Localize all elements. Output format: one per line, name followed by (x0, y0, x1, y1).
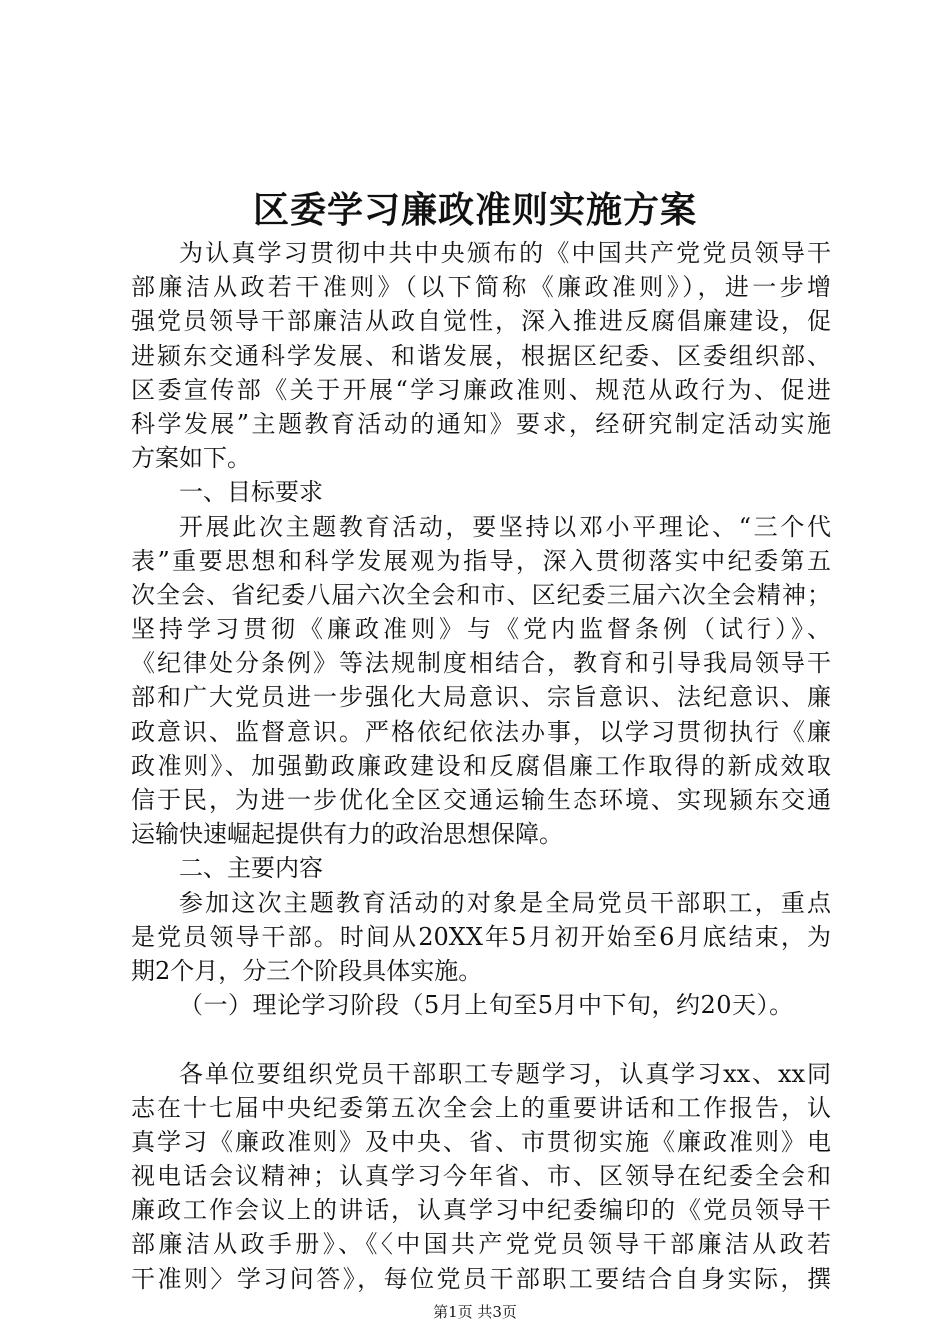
paragraph-line: 开展此次主题教育活动，要坚持以邓小平理论、“三个代 (179, 512, 831, 541)
paragraph-line: 科学发展”主题教育活动的通知》要求，经研究制定活动实施 (131, 409, 831, 438)
paragraph-line: 部廉洁从政手册》、《〈中国共产党党员领导干部廉洁从政若 (131, 1230, 831, 1259)
paragraph-line: 方案如下。 (131, 444, 251, 473)
page-number-footer: 第1页 共3页 (433, 1303, 517, 1321)
blank-line (131, 1022, 831, 1056)
section-heading: 二、主要内容 (179, 854, 323, 883)
paragraph-line: 期2个月，分三个阶段具体实施。 (131, 956, 483, 985)
paragraph-line: 区委宣传部《关于开展“学习廉政准则、规范从政行为、促进 (131, 375, 831, 404)
section-heading: 一、目标要求 (179, 478, 323, 507)
paragraph-line: 政准则》、加强勤政廉政建设和反腐倡廉工作取得的新成效取 (131, 751, 831, 780)
paragraph-line: 各单位要组织党员干部职工专题学习，认真学习xx、xx同 (179, 1059, 831, 1088)
paragraph-line: 信于民，为进一步优化全区交通运输生态环境、实现颍东交通 (131, 786, 831, 814)
document-title: 区委学习廉政准则实施方案 (252, 189, 697, 231)
paragraph-line: 部和广大党员进一步强化大局意识、宗旨意识、法纪意识、廉 (131, 683, 831, 712)
paragraph-line: 强党员领导干部廉洁从政自觉性，深入推进反腐倡廉建设，促 (131, 307, 831, 336)
paragraph-line: 进颍东交通科学发展、和谐发展，根据区纪委、区委组织部、 (131, 341, 831, 370)
paragraph-line: 《纪律处分条例》等法规制度相结合，教育和引导我局领导干 (131, 649, 831, 678)
paragraph-line: 部廉洁从政若干准则》（以下简称《廉政准则》），进一步增 (131, 273, 831, 302)
paragraph-line: 干准则〉学习问答》，每位党员干部职工要结合自身实际，撰 (131, 1264, 831, 1293)
document-body (131, 236, 831, 1296)
paragraph-line: 参加这次主题教育活动的对象是全局党员干部职工，重点 (179, 888, 831, 917)
paragraph-line: 廉政工作会议上的讲话，认真学习中纪委编印的《党员领导干 (131, 1196, 831, 1225)
paragraph-line: 政意识、监督意识。严格依纪依法办事，以学习贯彻执行《廉 (131, 717, 831, 746)
paragraph-line: 为认真学习贯彻中共中央颁布的《中国共产党党员领导干 (179, 239, 831, 267)
paragraph-line: 表”重要思想和科学发展观为指导，深入贯彻落实中纪委第五 (131, 546, 831, 575)
paragraph-line: 坚持学习贯彻《廉政准则》与《党内监督条例（试行）》、 (131, 615, 831, 644)
paragraph-line: 运输快速崛起提供有力的政治思想保障。 (131, 820, 563, 849)
subsection-heading: （一）理论学习阶段（5月上旬至5月中下旬，约20天）。 (179, 991, 794, 1020)
paragraph-line: 视电话会议精神；认真学习今年省、市、区领导在纪委全会和 (131, 1162, 831, 1191)
paragraph-line: 志在十七届中央纪委第五次全会上的重要讲话和工作报告，认 (131, 1093, 831, 1122)
paragraph-line: 次全会、省纪委八届六次全会和市、区纪委三届六次全会精神； (131, 580, 831, 609)
paragraph-line: 真学习《廉政准则》及中央、省、市贯彻实施《廉政准则》电 (131, 1127, 831, 1156)
paragraph-line: 是党员领导干部。时间从20XX年5月初开始至6月底结束，为 (131, 922, 831, 951)
